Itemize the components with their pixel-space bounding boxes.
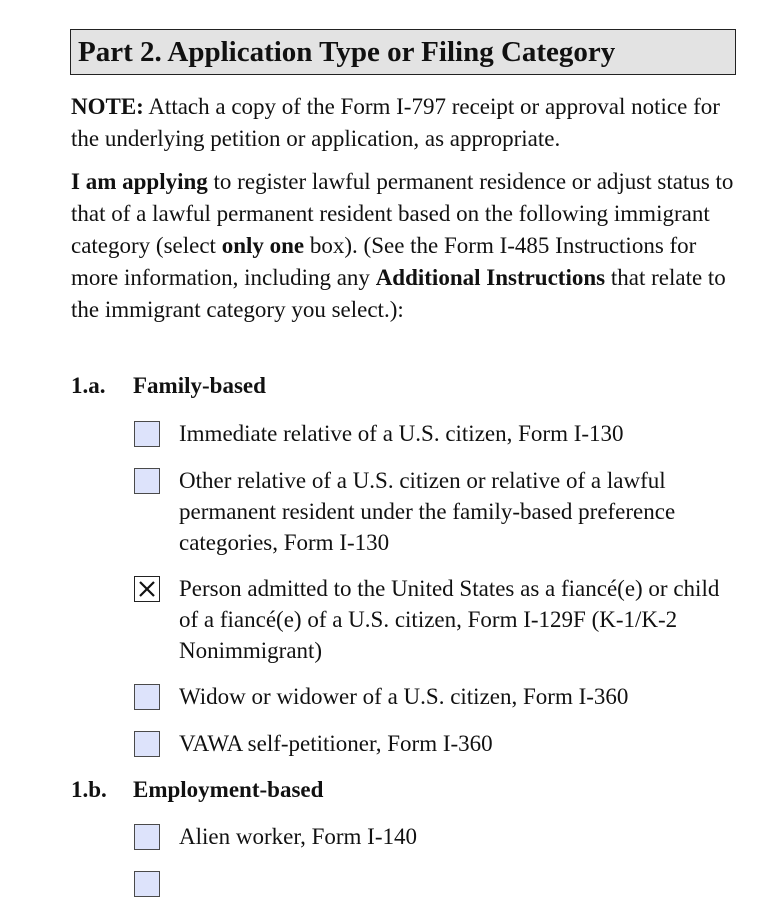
section-title: Employment-based <box>133 777 324 802</box>
note-label: NOTE: <box>71 94 144 119</box>
section-family-based <box>71 370 266 402</box>
applying-text-1: to register lawful permanent residence or adjust status to that of a lawful permanent resident based on the following immigrant category (select <box>71 169 734 258</box>
part-2-header <box>70 29 736 75</box>
section-title: Family-based <box>133 373 266 398</box>
only-one-emphasis: only one <box>221 233 305 258</box>
applying-lead: I am applying <box>71 169 208 194</box>
section-employment-based <box>71 774 323 806</box>
option-label: Alien worker, Form I-140 <box>179 824 417 849</box>
applying-text-3: that relate to the immigrant category you select.): <box>71 265 726 322</box>
note-paragraph <box>71 91 741 155</box>
checkbox-fiance[interactable] <box>134 576 160 602</box>
additional-instructions-emphasis: Additional Instructions <box>375 265 606 290</box>
checkbox-next-option[interactable] <box>134 871 160 897</box>
x-mark-icon <box>135 577 159 601</box>
applying-paragraph <box>71 166 741 326</box>
part-title: Part 2. Application Type or Filing Category <box>78 36 616 68</box>
option-label: Widow or widower of a U.S. citizen, Form I-360 <box>179 684 629 709</box>
checkbox-immediate-relative[interactable] <box>134 421 160 447</box>
checkbox-alien-worker[interactable] <box>134 824 160 850</box>
section-number: 1.b. <box>71 777 107 802</box>
checkbox-widow[interactable] <box>134 684 160 710</box>
option-label: Person admitted to the United States as a fiancé(e) or child of a fiancé(e) of a U.S. citizen, Form I-129F (K-1/K-2 Nonimmigrant) <box>179 576 720 663</box>
checkbox-other-relative[interactable] <box>134 468 160 494</box>
checkbox-vawa[interactable] <box>134 731 160 757</box>
section-number: 1.a. <box>71 373 106 398</box>
note-text: Attach a copy of the Form I-797 receipt or approval notice for the underlying petition or application, as appropriate. <box>71 94 720 151</box>
applying-text-2: box). (See the Form I-485 Instructions for more information, including any <box>71 233 697 290</box>
option-label: Other relative of a U.S. citizen or relative of a lawful permanent resident under the family-based preference categories, Form I-130 <box>179 468 676 555</box>
option-label: VAWA self-petitioner, Form I-360 <box>179 731 493 756</box>
option-label: Immediate relative of a U.S. citizen, Form I-130 <box>179 421 624 446</box>
